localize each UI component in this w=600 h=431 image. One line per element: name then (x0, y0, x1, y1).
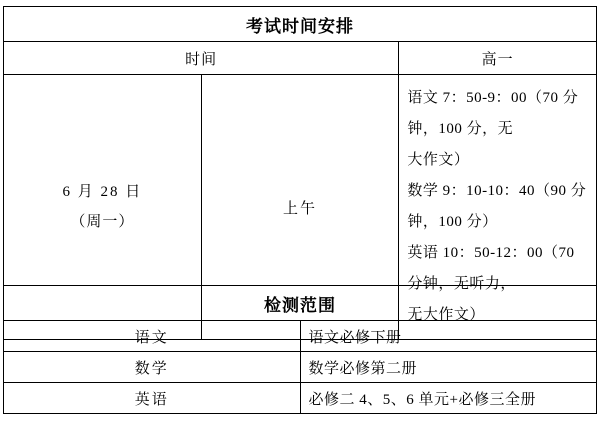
schedule-date-main: 6 月 28 日 (62, 184, 143, 200)
table-row (4, 352, 597, 383)
schedule-detail-line: 无大作文） (407, 307, 485, 323)
scope-subject-label: 语文 (4, 321, 301, 352)
schedule-period-cell: 上午 (201, 75, 399, 340)
scope-subject-content: 语文必修下册 (300, 321, 597, 352)
scope-subject-content: 数学必修第二册 (300, 352, 597, 383)
scope-subject-label: 数学 (4, 352, 301, 383)
schedule-detail-line: 数学 9：10-10：40（90 分钟，100 分） (407, 183, 587, 230)
table-row (4, 286, 597, 321)
scope-title: 检测范围 (4, 286, 597, 321)
scope-subject-content: 必修二 4、5、6 单元+必修三全册 (300, 383, 597, 414)
schedule-title: 考试时间安排 (4, 7, 597, 42)
table-row (4, 42, 597, 75)
table-row (4, 383, 597, 414)
schedule-header-grade: 高一 (399, 42, 597, 75)
schedule-detail-line: 英语 10：50-12：00（70 分钟，无听力， (407, 245, 575, 292)
exam-scope-table (3, 285, 597, 414)
schedule-detail-line: 大作文） (407, 152, 470, 168)
schedule-date-weekday: （周一） (70, 214, 135, 230)
table-row (4, 7, 597, 42)
scope-subject-label: 英语 (4, 383, 301, 414)
schedule-detail-line: 语文 7：50-9：00（70 分钟，100 分，无 (407, 90, 579, 137)
table-row (4, 321, 597, 352)
schedule-header-time: 时间 (4, 42, 399, 75)
